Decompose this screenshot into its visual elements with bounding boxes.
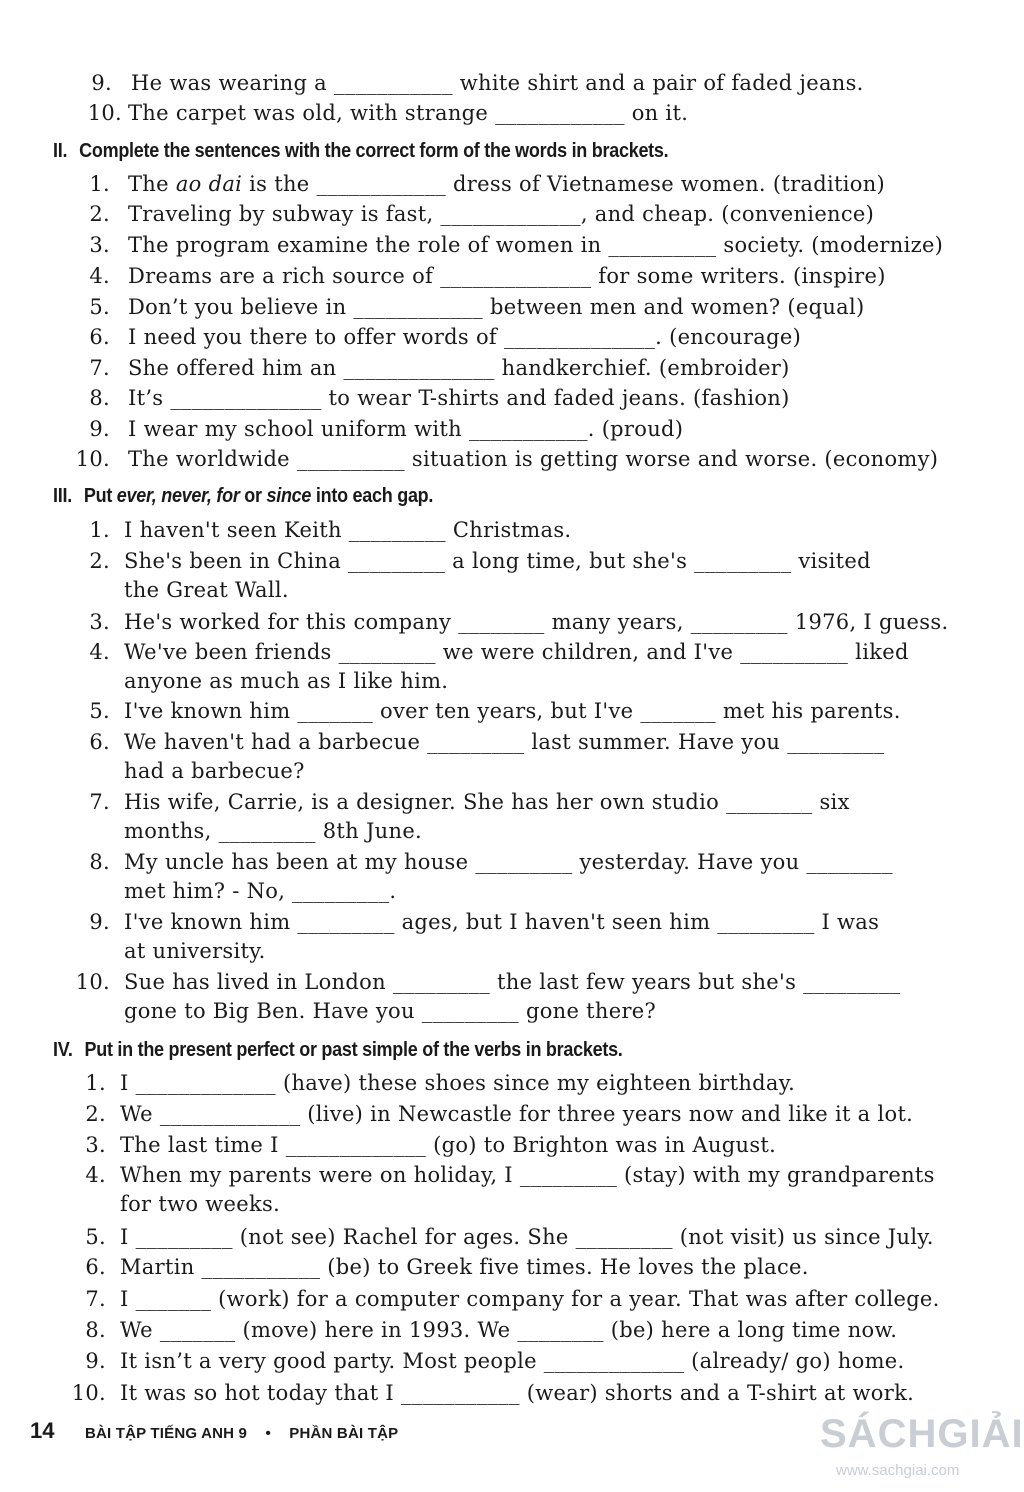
section-heading (53, 484, 433, 508)
item-text: The ao dai is the ____________ dress of Vietnamese women. (tradition) (128, 172, 886, 196)
item-number: 9. (85, 1349, 106, 1373)
item-text: I _______ (work) for a computer company for a year. That was after college. (120, 1287, 940, 1311)
section-title: Put in the present perfect or past simple of the verbs in brackets. (84, 1039, 623, 1061)
item-text: I wear my school uniform with ___________. (proud) (128, 417, 684, 441)
item-text-continued: at university. (124, 939, 266, 963)
item-text: I've known him _______ over ten years, but I've _______ met his parents. (124, 699, 901, 723)
item-text: It’s ______________ to wear T-shirts and faded jeans. (fashion) (128, 386, 790, 410)
page-footer (30, 1418, 398, 1444)
section-title: Complete the sentences with the correct form of the words in brackets. (79, 140, 669, 162)
item-text: His wife, Carrie, is a designer. She has her own studio ________ six (124, 790, 850, 814)
bullet-separator: • (265, 1425, 271, 1442)
item-number: 1. (89, 172, 110, 196)
item-number: 7. (89, 356, 110, 380)
item-number: 3. (89, 610, 110, 634)
item-text: When my parents were on holiday, I _________ (stay) with my grandparents (120, 1163, 935, 1187)
item-number: 1. (89, 518, 110, 542)
item-number: 9. (89, 417, 110, 441)
item-number: 8. (85, 1318, 106, 1342)
item-text: We _____________ (live) in Newcastle for three years now and like it a lot. (120, 1102, 914, 1126)
item-text: Martin ___________ (be) to Greek five times. He loves the place. (120, 1255, 809, 1279)
item-number: 10. (87, 101, 122, 125)
item-number: 2. (89, 549, 110, 573)
book-title: BÀI TẬP TIẾNG ANH 9 (84, 1425, 248, 1442)
section-roman: II. (53, 140, 68, 162)
item-text: The worldwide __________ situation is getting worse and worse. (economy) (128, 447, 939, 471)
item-text: We haven't had a barbecue _________ last summer. Have you _________ (124, 730, 885, 754)
page-number: 14 (30, 1418, 55, 1443)
item-number: 10. (71, 1381, 106, 1405)
item-text-continued: months, _________ 8th June. (124, 819, 423, 843)
item-text: The carpet was old, with strange ____________ on it. (128, 101, 689, 125)
item-text-continued: gone to Big Ben. Have you _________ gone there? (124, 999, 657, 1023)
item-text: The program examine the role of women in __________ society. (modernize) (128, 233, 944, 257)
item-text-continued: the Great Wall. (124, 578, 289, 602)
item-number: 7. (89, 790, 110, 814)
item-number: 10. (75, 447, 110, 471)
item-number: 9. (89, 910, 110, 934)
item-number: 4. (89, 264, 110, 288)
section-heading (53, 139, 668, 163)
watermark-url: www.sachgiai.com (836, 1462, 960, 1479)
item-number: 4. (89, 640, 110, 664)
item-text: Don’t you believe in ____________ between men and women? (equal) (128, 295, 865, 319)
item-number: 6. (89, 730, 110, 754)
item-text: I _________ (not see) Rachel for ages. She _________ (not visit) us since July. (120, 1225, 934, 1249)
item-text: She's been in China _________ a long time, but she's _________ visited (124, 549, 871, 573)
item-text: We've been friends _________ we were children, and I've __________ liked (124, 640, 909, 664)
item-number: 2. (89, 202, 110, 226)
item-text: The last time I _____________ (go) to Brighton was in August. (120, 1133, 777, 1157)
item-text-continued: anyone as much as I like him. (124, 669, 449, 693)
item-text-continued: met him? - No, _________. (124, 879, 397, 903)
section-roman: IV. (53, 1039, 73, 1061)
item-text: It was so hot today that I ___________ (wear) shorts and a T-shirt at work. (120, 1381, 915, 1405)
item-text: He was wearing a ___________ white shirt and a pair of faded jeans. (131, 71, 864, 95)
item-number: 1. (85, 1071, 106, 1095)
item-number: 6. (85, 1255, 106, 1279)
item-number: 6. (89, 325, 110, 349)
section-title: Put ever, never, for or since into each gap. (83, 485, 434, 507)
item-text: We _______ (move) here in 1993. We ________ (be) here a long time now. (120, 1318, 898, 1342)
item-number: 9. (91, 71, 112, 95)
item-number: 7. (85, 1287, 106, 1311)
item-number: 5. (85, 1225, 106, 1249)
item-text: Traveling by subway is fast, _____________, and cheap. (convenience) (128, 202, 875, 226)
item-number: 8. (89, 850, 110, 874)
item-number: 5. (89, 295, 110, 319)
item-number: 4. (85, 1163, 106, 1187)
item-text-continued: had a barbecue? (124, 759, 305, 783)
item-number: 2. (85, 1102, 106, 1126)
item-number: 3. (85, 1133, 106, 1157)
item-text-continued: for two weeks. (120, 1192, 281, 1216)
item-text: I _____________ (have) these shoes since my eighteen birthday. (120, 1071, 796, 1095)
item-text: He's worked for this company ________ many years, _________ 1976, I guess. (124, 610, 949, 634)
item-text: Sue has lived in London _________ the last few years but she's _________ (124, 970, 901, 994)
section-roman: III. (53, 485, 72, 507)
section-heading (53, 1038, 623, 1062)
item-text: I need you there to offer words of ______________. (encourage) (128, 325, 802, 349)
book-part: PHẦN BÀI TẬP (289, 1425, 399, 1442)
item-number: 8. (89, 386, 110, 410)
item-text: I've known him _________ ages, but I haven't seen him _________ I was (124, 910, 880, 934)
item-text: My uncle has been at my house _________ yesterday. Have you ________ (124, 850, 893, 874)
item-number: 5. (89, 699, 110, 723)
item-text: I haven't seen Keith _________ Christmas. (124, 518, 572, 542)
item-text: It isn’t a very good party. Most people _____________ (already/ go) home. (120, 1349, 905, 1373)
item-number: 10. (75, 970, 110, 994)
watermark-logo: SÁCHGIẢI (820, 1412, 1024, 1456)
item-number: 3. (89, 233, 110, 257)
item-text: Dreams are a rich source of ______________ for some writers. (inspire) (128, 264, 886, 288)
item-text: She offered him an ______________ handkerchief. (embroider) (128, 356, 790, 380)
